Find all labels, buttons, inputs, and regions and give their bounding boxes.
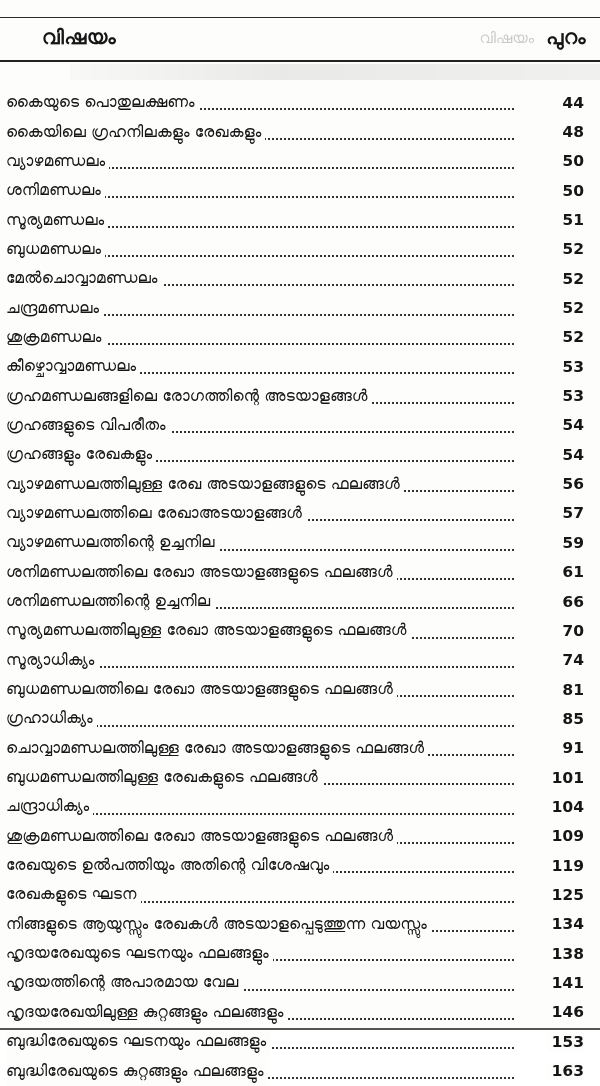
entry-page-number: 61: [558, 563, 584, 581]
entry-title-wrap: [6, 440, 156, 469]
leader-dots: [80, 901, 514, 903]
entry-title-wrap: [6, 499, 306, 528]
entry-page-number: 91: [558, 739, 584, 757]
toc-entry: [0, 440, 600, 469]
toc-header: [0, 18, 600, 62]
entry-title-wrap: [6, 381, 372, 410]
entry-title: ചന്ദ്രാധിക്യം: [6, 797, 90, 816]
toc-entry: [0, 792, 600, 821]
entry-page-number: 125: [548, 886, 584, 904]
toc-entry: [0, 704, 600, 733]
toc-entry: [0, 381, 600, 410]
entry-title: ഗ്രഹാധിക്യം: [6, 709, 93, 728]
entry-title-wrap: [6, 88, 199, 117]
toc-entry: [0, 646, 600, 675]
entry-title: വ്യാഴമണ്ഡലത്തിലുള്ള രേഖ അടയാളങ്ങളുടെ ഫലങ്ങൾ: [6, 474, 400, 493]
entry-title: രേഖകളുടെ ഘടന: [6, 885, 137, 904]
entry-title-wrap: [6, 558, 397, 587]
entry-title: ഗ്രഹമണ്ഡലങ്ങളിലെ രോഗത്തിന്റെ അടയാളങ്ങൾ: [6, 386, 368, 405]
entry-title: ശനിമണ്ഡലം: [6, 181, 101, 200]
entry-page-number: 50: [558, 152, 584, 170]
header-page-label: പുറം: [546, 25, 586, 49]
entry-title-wrap: [6, 117, 265, 146]
entry-title: വ്യാഴമണ്ഡലത്തിന്റെ ഉച്ചനില: [6, 533, 215, 552]
toc-entry: [0, 910, 600, 939]
toc-entry: [0, 968, 600, 997]
entry-page-number: 52: [558, 240, 584, 258]
leader-dots: [80, 255, 514, 257]
entry-title-wrap: [6, 1027, 270, 1056]
bleed-through-band: [70, 64, 600, 80]
entry-title: രേഖയുടെ ഉൽപത്തിയും അതിന്റെ വിശേഷവും: [6, 856, 330, 875]
toc-entry: [0, 235, 600, 264]
toc-entry: [0, 147, 600, 176]
leader-dots: [80, 813, 514, 815]
entry-page-number: 101: [548, 769, 584, 787]
toc-entry: [0, 763, 600, 792]
entry-page-number: 53: [558, 358, 584, 376]
entry-page-number: 59: [558, 534, 584, 552]
leader-dots: [80, 226, 514, 228]
entry-title-wrap: [6, 147, 109, 176]
entry-title: ശനിമണ്ഡലത്തിലെ രേഖാ അടയാളങ്ങളുടെ ഫലങ്ങൾ: [6, 562, 393, 581]
toc-entry: [0, 528, 600, 557]
entry-title: വ്യാഴമണ്ഡലം: [6, 151, 106, 170]
entry-page-number: 109: [548, 827, 584, 845]
toc-entry: [0, 558, 600, 587]
entry-page-number: 104: [548, 798, 584, 816]
entry-page-number: 70: [558, 622, 584, 640]
leader-dots: [80, 725, 514, 727]
toc-entry: [0, 880, 600, 909]
entry-title-wrap: [6, 469, 404, 498]
toc-entry: [0, 675, 600, 704]
entry-title: ബുധമണ്ഡലം: [6, 239, 102, 258]
entry-title: നിങ്ങളുടെ ആയുസ്സും രേഖകൾ അടയാളപ്പെടുത്തുന്ന വയസ്സും: [6, 914, 427, 933]
toc-entry: [0, 822, 600, 851]
entry-title: ബുദ്ധിരേഖയുടെ കുറ്റങ്ങളും ഫലങ്ങളും: [6, 1061, 264, 1080]
leader-dots: [80, 343, 514, 345]
entry-title: കീഴ്ചൊവ്വാമണ്ഡലം: [6, 357, 137, 376]
entry-title-wrap: [6, 587, 214, 616]
entry-page-number: 50: [558, 182, 584, 200]
entry-page-number: 85: [558, 710, 584, 728]
entry-page-number: 74: [558, 651, 584, 669]
entry-page-number: 52: [558, 328, 584, 346]
entry-title-wrap: [6, 1056, 268, 1085]
entry-title-wrap: [6, 763, 322, 792]
entry-page-number: 51: [558, 211, 584, 229]
entry-title: ബുധമണ്ഡലത്തിലെ രേഖാ അടയാളങ്ങളുടെ ഫലങ്ങൾ: [6, 680, 393, 699]
entry-title: ഹൃദയത്തിന്റെ അപാരമായ വേല: [6, 973, 239, 992]
toc-entry: [0, 469, 600, 498]
toc-entry: [0, 176, 600, 205]
entry-title: ബുദ്ധിരേഖയുടെ ഘടനയും ഫലങ്ങളും: [6, 1032, 267, 1051]
entry-page-number: 54: [558, 446, 584, 464]
entry-page-number: 146: [548, 1003, 584, 1021]
entry-title: സൂര്യാധിക്യം: [6, 650, 95, 669]
entry-title-wrap: [6, 323, 106, 352]
top-rule: [0, 0, 600, 18]
entry-title-wrap: [6, 822, 397, 851]
leader-dots: [80, 167, 514, 169]
entry-page-number: 52: [558, 270, 584, 288]
toc-entry: [0, 293, 600, 322]
toc-entry: [0, 998, 600, 1027]
entry-title-wrap: [6, 998, 288, 1027]
entry-title: ചൊവ്വാമണ്ഡലത്തിലുള്ള രേഖാ അടയാളങ്ങളുടെ ഫലങ്ങൾ: [6, 738, 425, 757]
entry-page-number: 134: [548, 915, 584, 933]
entry-title-wrap: [6, 205, 108, 234]
toc-entry: [0, 1027, 600, 1056]
entry-title-wrap: [6, 293, 103, 322]
entry-title: സൂര്യമണ്ഡലത്തിലുള്ള രേഖാ അടയാളങ്ങളുടെ ഫലങ്ങൾ: [6, 621, 407, 640]
entry-title: ശുക്രമണ്ഡലത്തിലെ രേഖാ അടയാളങ്ങളുടെ ഫലങ്ങൾ: [6, 826, 394, 845]
entry-title-wrap: [6, 851, 333, 880]
entry-page-number: 53: [558, 387, 584, 405]
entry-title: സൂര്യമണ്ഡലം: [6, 210, 105, 229]
entry-title: ശനിമണ്ഡലത്തിന്റെ ഉച്ചനില: [6, 592, 211, 611]
toc-entry: [0, 88, 600, 117]
toc-entry: [0, 499, 600, 528]
entry-title: കൈയിലെ ഗ്രഹനിലകളും രേഖകളും: [6, 122, 262, 141]
toc-entry: [0, 205, 600, 234]
entry-title-wrap: [6, 734, 428, 763]
entry-title-wrap: [6, 880, 141, 909]
entry-title-wrap: [6, 235, 105, 264]
entry-title: ഗ്രഹങ്ങളുടെ വിപരീതം: [6, 415, 166, 434]
toc-entry: [0, 264, 600, 293]
leader-dots: [80, 196, 514, 198]
entry-title-wrap: [6, 646, 98, 675]
leader-dots: [80, 314, 514, 316]
entry-title-wrap: [6, 910, 431, 939]
entry-title-wrap: [6, 264, 162, 293]
toc-entry: [0, 117, 600, 146]
toc-entry: [0, 734, 600, 763]
header-subject-label: വിഷയം: [42, 25, 117, 49]
entry-page-number: 66: [558, 593, 584, 611]
toc-list: [0, 88, 600, 1086]
entry-title-wrap: [6, 616, 411, 645]
entry-title: ഹൃദയരേഖയിലുള്ള കുറ്റങ്ങളും ഫലങ്ങളും: [6, 1002, 284, 1021]
entry-page-number: 141: [548, 974, 584, 992]
entry-page-number: 48: [558, 123, 584, 141]
toc-entry: [0, 587, 600, 616]
entry-page-number: 163: [548, 1062, 584, 1080]
entry-title-wrap: [6, 352, 140, 381]
entry-page-number: 81: [558, 681, 584, 699]
toc-entry: [0, 411, 600, 440]
entry-title-wrap: [6, 704, 97, 733]
entry-title: ഹൃദയരേഖയുടെ ഘടനയും ഫലങ്ങളും: [6, 944, 269, 963]
entry-title: ബുധമണ്ഡലത്തിലുള്ള രേഖകളുടെ ഫലങ്ങൾ: [6, 768, 318, 787]
entry-page-number: 119: [548, 857, 584, 875]
entry-page-number: 57: [558, 504, 584, 522]
entry-title: വ്യാഴമണ്ഡലത്തിലെ രേഖാഅടയാളങ്ങൾ: [6, 503, 303, 522]
toc-entry: [0, 851, 600, 880]
entry-title-wrap: [6, 411, 170, 440]
entry-title: ശുക്രമണ്ഡലം: [6, 327, 102, 346]
entry-page-number: 138: [548, 945, 584, 963]
toc-entry: [0, 939, 600, 968]
toc-entry: [0, 352, 600, 381]
entry-title: ചന്ദ്രമണ്ഡലം: [6, 298, 100, 317]
entry-title: മേൽചൊവ്വാമണ്ഡലം: [6, 269, 158, 288]
entry-title: കൈയുടെ പൊതുലക്ഷണം: [6, 93, 195, 112]
entry-title-wrap: [6, 675, 397, 704]
entry-title-wrap: [6, 528, 219, 557]
entry-page-number: 54: [558, 416, 584, 434]
leader-dots: [80, 372, 514, 374]
entry-title: ഗ്രഹങ്ങളും രേഖകളും: [6, 445, 153, 464]
entry-page-number: 56: [558, 475, 584, 493]
entry-title-wrap: [6, 176, 105, 205]
toc-entry: [0, 323, 600, 352]
entry-title-wrap: [6, 792, 93, 821]
leader-dots: [80, 666, 514, 668]
toc-entry: [0, 1056, 600, 1085]
header-ghost-label: വിഷയം: [479, 29, 534, 47]
toc-entry: [0, 616, 600, 645]
entry-title-wrap: [6, 968, 242, 997]
entry-page-number: 52: [558, 299, 584, 317]
entry-title-wrap: [6, 939, 273, 968]
entry-page-number: 153: [548, 1033, 584, 1051]
entry-page-number: 44: [558, 94, 584, 112]
